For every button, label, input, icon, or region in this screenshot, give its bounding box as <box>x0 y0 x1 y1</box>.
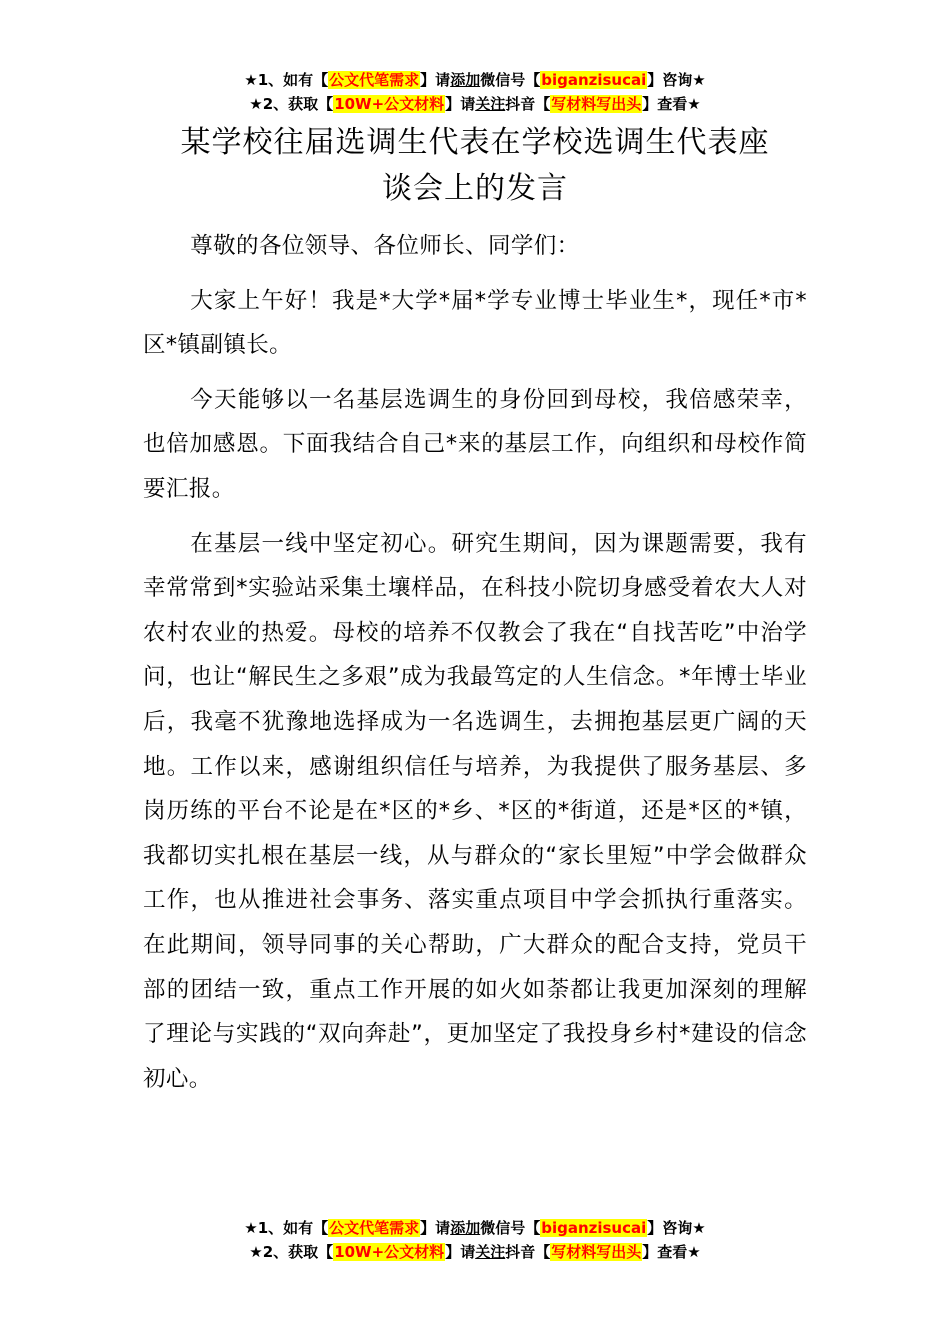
banner-text: 抖音【 <box>505 95 551 113</box>
highlight-materials: 10W+公文材料 <box>334 95 445 113</box>
paragraph-greeting: 大家上午好！我是*大学*届*学专业博士毕业生*，现任*市*区*镇副镇长。 <box>143 287 807 359</box>
title-line-1: 某学校往届选调生代表在学校选调生代表座 <box>180 125 770 160</box>
banner-text: ★2、获取【 <box>249 1243 334 1261</box>
banner-text: 】请 <box>445 1243 476 1261</box>
salutation: 尊敬的各位领导、各位师长、同学们： <box>190 233 580 259</box>
highlight-wechat-id: biganzisucai <box>541 71 647 89</box>
underlined-word: 添加 <box>450 71 481 89</box>
highlight-douyin: 写材料写出头 <box>551 95 642 113</box>
banner-line-2 <box>0 1240 950 1264</box>
banner-text: 】咨询★ <box>647 71 706 89</box>
banner-line-1 <box>0 68 950 92</box>
banner-text: ★1、如有【 <box>244 71 329 89</box>
underlined-word: 关注 <box>475 95 506 113</box>
banner-text: 】请 <box>420 71 451 89</box>
banner-text: 】请 <box>420 1219 451 1237</box>
highlight-douyin: 写材料写出头 <box>551 1243 642 1261</box>
title-line-2: 谈会上的发言 <box>382 171 568 206</box>
banner-line-2 <box>0 92 950 116</box>
highlight-materials: 10W+公文材料 <box>334 1243 445 1261</box>
banner-text: 抖音【 <box>505 1243 551 1261</box>
top-banner <box>0 68 950 116</box>
underlined-word: 添加 <box>450 1219 481 1237</box>
banner-text: ★2、获取【 <box>249 95 334 113</box>
highlight-service: 公文代笔需求 <box>329 71 420 89</box>
banner-text: 微信号【 <box>480 71 541 89</box>
paragraph-intro: 今天能够以一名基层选调生的身份回到母校，我倍感荣幸，也倍加感恩。下面我结合自己*来的基层工作，向组织和母校作简要汇报。 <box>143 386 807 502</box>
banner-text: 】请 <box>445 95 476 113</box>
document-title <box>143 120 807 212</box>
banner-text: 】查看★ <box>642 1243 701 1261</box>
document-body <box>143 224 807 1111</box>
bottom-banner <box>0 1216 950 1264</box>
banner-text: 】咨询★ <box>647 1219 706 1237</box>
highlight-wechat-id: biganzisucai <box>541 1219 647 1237</box>
underlined-word: 关注 <box>475 1243 506 1261</box>
banner-line-1 <box>0 1216 950 1240</box>
banner-text: ★1、如有【 <box>244 1219 329 1237</box>
paragraph-main: 在基层一线中坚定初心。研究生期间，因为课题需要，我有幸常常到*实验站采集土壤样品，在科技小院切身感受着农大人对农村农业的热爱。母校的培养不仅教会了我在“自找苦吃”中治学问，也让“解民生之多艰”成为我最笃定的人生信念。*年博士毕业后，我毫不犹豫地选择成为一名选调生，去拥抱基层更广阔的天地。工作以来，感谢组织信任与培养，为我提供了服务基层、多岗历练的平台不论是在*区的*乡、*区的*街道，还是*区的*镇，我都切实扎根在基层一线，从与群众的“家长里短”中学会做群众工作，也从推进社会事务、落实重点项目中学会抓执行重落实。在此期间，领导同事的关心帮助，广大群众的配合支持，党员干部的团结一致，重点工作开展的如火如荼都让我更加深刻的理解了理论与实践的“双向奔赴”，更加坚定了我投身乡村*建设的信念初心。 <box>143 530 807 1092</box>
banner-text: 】查看★ <box>642 95 701 113</box>
banner-text: 微信号【 <box>480 1219 541 1237</box>
highlight-service: 公文代笔需求 <box>329 1219 420 1237</box>
